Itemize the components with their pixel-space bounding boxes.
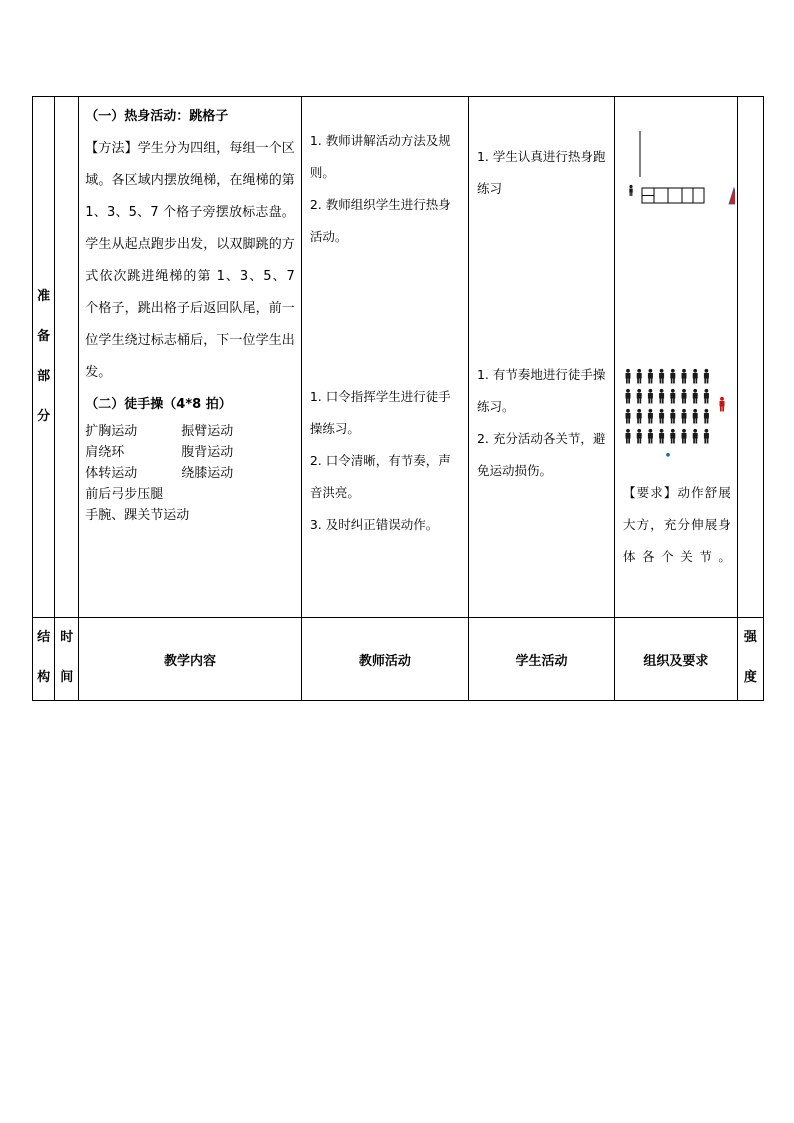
exercise-item: 体转运动 bbox=[85, 466, 138, 481]
header-char: 度 bbox=[743, 670, 757, 685]
teacher-activity: 2. 教师组织学生进行热身活动。 bbox=[309, 197, 451, 244]
student-icon bbox=[681, 429, 686, 444]
student-icon bbox=[704, 409, 709, 424]
exercise-item: 扩胸运动 bbox=[85, 424, 138, 439]
content-cell bbox=[79, 97, 302, 618]
student-activity: 2. 充分活动各关节，避免运动损伤。 bbox=[476, 431, 606, 478]
header-char: 强 bbox=[743, 630, 757, 645]
rope-ladder bbox=[642, 188, 704, 203]
student-icon bbox=[670, 389, 675, 404]
student-icon bbox=[659, 369, 664, 384]
student-icon bbox=[659, 429, 664, 444]
student-formation bbox=[625, 369, 724, 457]
student-icon bbox=[625, 429, 630, 444]
student-icon bbox=[704, 369, 709, 384]
section-char: 分 bbox=[37, 409, 51, 424]
lesson-plan-table bbox=[32, 96, 764, 701]
student-icon bbox=[681, 409, 686, 424]
org-cell bbox=[614, 97, 737, 618]
method-text: 【方法】学生分为四组，每组一个区域。各区域内摆放绳梯，在绳梯的第 1、3、5、7 个格子旁摆放标志盘。学生从起点跑步出发，以双脚跳的方式依次跳进绳梯的第 1、3、5、7 个格子，跳出格子后返回队尾，前一位学生绕过标志桶后，下一位学生出发。 bbox=[85, 141, 295, 380]
assistant-icon bbox=[665, 453, 670, 457]
student-icon bbox=[681, 389, 686, 404]
exercise-item: 腹背运动 bbox=[181, 445, 234, 460]
person-icon bbox=[629, 185, 632, 196]
teacher-icon bbox=[719, 397, 724, 412]
header-org: 组织及要求 bbox=[614, 618, 737, 701]
student-icon bbox=[625, 389, 630, 404]
requirement-text: 【要求】动作舒展大方，充分伸展身体各个关节。 bbox=[622, 485, 731, 564]
student-icon bbox=[648, 429, 653, 444]
student-icon bbox=[670, 409, 675, 424]
exercise-item: 手腕、踝关节运动 bbox=[85, 508, 190, 523]
exercise-item: 肩绕环 bbox=[85, 445, 125, 460]
section-char: 部 bbox=[37, 369, 51, 384]
teacher-activity: 1. 教师讲解活动方法及规则。 bbox=[309, 133, 451, 180]
student-icon bbox=[681, 369, 686, 384]
student-icon bbox=[670, 429, 675, 444]
student-icon bbox=[648, 389, 653, 404]
warmup-title: （一）热身活动：跳格子 bbox=[85, 109, 229, 124]
header-char: 时 bbox=[60, 630, 74, 645]
header-student: 学生活动 bbox=[468, 618, 614, 701]
intensity-cell bbox=[737, 97, 763, 618]
header-row bbox=[33, 618, 764, 701]
student-icon bbox=[693, 429, 698, 444]
header-intensity bbox=[737, 618, 763, 701]
header-time bbox=[55, 618, 79, 701]
section-char: 准 bbox=[37, 289, 51, 304]
header-structure bbox=[33, 618, 55, 701]
exercise-item: 绕膝运动 bbox=[181, 466, 234, 481]
student-icon bbox=[637, 429, 642, 444]
student-icon bbox=[648, 369, 653, 384]
section-label bbox=[33, 97, 55, 618]
header-char: 间 bbox=[60, 670, 74, 685]
student-activity: 1. 有节奏地进行徒手操练习。 bbox=[476, 367, 606, 414]
student-icon bbox=[693, 409, 698, 424]
exercise-list bbox=[85, 421, 295, 526]
student-icon bbox=[659, 389, 664, 404]
org-diagram bbox=[615, 97, 735, 457]
header-char: 构 bbox=[37, 670, 51, 685]
exercise-item: 振臂运动 bbox=[181, 424, 234, 439]
header-teacher: 教师活动 bbox=[301, 618, 468, 701]
student-icon bbox=[637, 389, 642, 404]
student-icon bbox=[670, 369, 675, 384]
cone-icon bbox=[729, 188, 735, 204]
student-cell bbox=[468, 97, 614, 618]
student-activity: 1. 学生认真进行热身跑练习 bbox=[476, 149, 606, 196]
teacher-activity: 3. 及时纠正错误动作。 bbox=[309, 517, 439, 532]
student-icon bbox=[704, 389, 709, 404]
student-icon bbox=[637, 369, 642, 384]
teacher-activity: 1. 口令指挥学生进行徒手操练习。 bbox=[309, 389, 451, 436]
student-icon bbox=[625, 409, 630, 424]
teacher-cell bbox=[301, 97, 468, 618]
student-icon bbox=[693, 369, 698, 384]
section-char: 备 bbox=[37, 329, 51, 344]
exercise-item: 前后弓步压腿 bbox=[85, 487, 164, 502]
prep-row bbox=[33, 97, 764, 618]
student-icon bbox=[659, 409, 664, 424]
student-icon bbox=[693, 389, 698, 404]
header-content: 教学内容 bbox=[79, 618, 302, 701]
student-icon bbox=[648, 409, 653, 424]
header-char: 结 bbox=[37, 630, 51, 645]
teacher-activity: 2. 口令清晰，有节奏，声音洪亮。 bbox=[309, 453, 451, 500]
student-icon bbox=[637, 409, 642, 424]
exercise-title: （二）徒手操（4*8 拍） bbox=[85, 397, 232, 412]
student-icon bbox=[704, 429, 709, 444]
time-cell bbox=[55, 97, 79, 618]
student-icon bbox=[625, 369, 630, 384]
